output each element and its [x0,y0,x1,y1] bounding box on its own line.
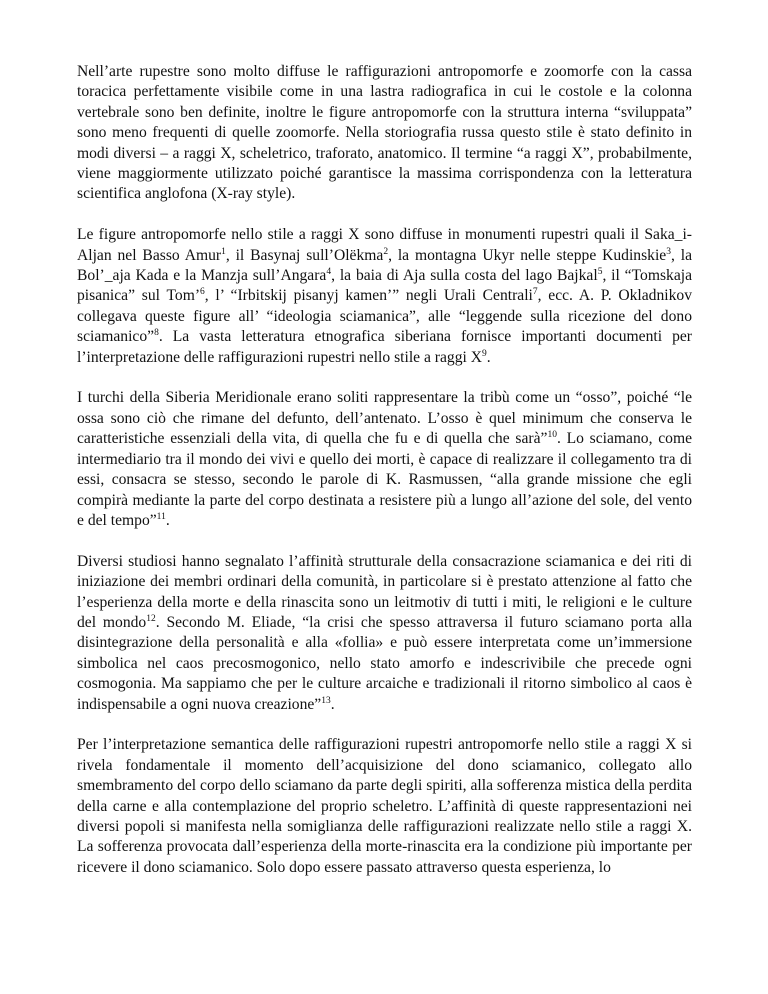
paragraph-text: , il Basynaj sull’Olëkma [225,246,384,264]
paragraph [77,62,692,205]
paragraph [77,735,692,878]
paragraph-text: , il “Tomskaja pisanica” sul Tom’ [77,267,693,305]
footnote-reference: 3 [666,246,671,257]
document-page [77,62,692,878]
footnote-reference: 2 [383,246,389,257]
paragraph-text: Per l’interpretazione semantica delle raffigurazioni rupestri antropomorfe nello stile a raggi X si rivela fondamentale il momento dell’acquisizione del dono sciamanico, collegato allo smembramento del corpo dello sciamano da parte degli spiriti, alla sofferenza mistica della perdita della carne e alla contemplazione del proprio scheletro. L’affinità di queste rappresentazioni nei diversi popoli si manifesta nella somiglianza delle raffigurazioni realizzate nello stile a raggi X. La sofferenza provocata dall’esperienza della morte-rinascita era la condizione più importante per ricevere il dono sciamanico. Solo dopo essere passato attraverso questa esperienza, lo [77,736,692,876]
footnote-reference: 9 [482,348,487,359]
paragraph-text: . La vasta letteratura etnografica siberiana fornisce importanti documenti per l’interpretazione delle raffigurazioni rupestri nello stile a raggi X [77,328,692,366]
paragraph-text: I turchi della Siberia Meridionale erano soliti rappresentare la tribù come un “osso”, poiché “le ossa sono ciò che rimane del defunto, dell’antenato. L’osso è quel minimum che conserva le caratteristiche essenziali della vita, di quella che fu e di quella che sarà” [77,389,692,448]
paragraph-text: . [165,511,170,529]
footnote-reference: 10 [547,430,557,441]
paragraph-text: . Lo sciamano, come intermediario tra il mondo dei vivi e quello dei morti, è capace di realizzare il collegamento tra di essi, consacra se stesso, secondo le parole di K. Rasmussen, “alla grande missione che egli compirà mediante la parte del corpo destinata a resistere più a lungo all’azione del sole, del vento e del tempo” [77,430,692,529]
paragraph-text: , la montagna Ukyr nelle steppe Kudinskie [388,246,667,264]
footnote-reference: 7 [532,287,538,298]
footnote-reference: 6 [200,287,205,298]
paragraph [77,225,692,368]
paragraph-text: , ecc. A. P. Okladnikov collegava queste figure all’ “ideologia sciamanica”, alle “leggende sulla ricezione del dono sciamanico” [77,287,692,346]
paragraph-text: . Secondo M. Eliade, “la crisi che spesso attraversa il futuro sciamano porta alla disintegrazione della personalità e alla «follia» e può essere interpretata come un’immersione simbolica nel caos precosmogonico, nello stato amorfo e indescrivibile che precede ogni cosmogonia. Ma sappiamo che per le culture arcaiche e tradizionali il ritorno simbolico al caos è indispensabile a ogni nuova creazione” [77,613,692,713]
paragraph [77,552,692,715]
footnote-reference: 4 [326,267,332,278]
paragraph [77,388,692,531]
paragraph-text: Le figure antropomorfe nello stile a raggi X sono diffuse in monumenti rupestri quali il Saka_i-Aljan nel Basso Amur [77,226,692,264]
paragraph-text: . [486,348,491,366]
paragraph-text: Nell’arte rupestre sono molto diffuse le raffigurazioni antropomorfe e zoomorfe con la cassa toracica perfettamente visibile come in una lastra radiografica in cui le costole e la colonna vertebrale sono ben definite, inoltre le figure antropomorfe con la struttura interna “sviluppata” sono meno frequenti di quelle zoomorfe. Nella storiografia russa questo stile è stato definito in modi diversi – a raggi X, scheletrico, traforato, anatomico. Il termine “a raggi X”, probabilmente, viene maggiormente utilizzato poiché garantisce la massima corrispondenza con la letteratura scientifica anglofona (X-ray style). [77,63,692,203]
footnote-reference: 11 [156,511,166,522]
paragraph-text: , la baia di Aja sulla costa del lago Bajkal [331,267,598,285]
paragraph-text: . [330,695,335,713]
paragraph-text: , l’ “Irbitskij pisanyj kamen’” negli Urali Centrali [204,287,533,305]
paragraph-text: , la Bol’_aja Kada e la Manzja sull’Angara [77,246,692,285]
footnote-reference: 12 [146,613,156,624]
footnote-reference: 1 [221,246,226,257]
footnote-reference: 13 [321,695,331,706]
footnote-reference: 5 [597,267,603,278]
paragraph-text: Diversi studiosi hanno segnalato l’affinità strutturale della consacrazione sciamanica e dei riti di iniziazione dei membri ordinari della comunità, in particolare si è prestato attenzione al fatto che l’esperienza della morte e della rinascita sono un leitmotiv di tutti i miti, le religioni e le culture del mondo [77,552,692,631]
footnote-reference: 8 [154,328,159,339]
